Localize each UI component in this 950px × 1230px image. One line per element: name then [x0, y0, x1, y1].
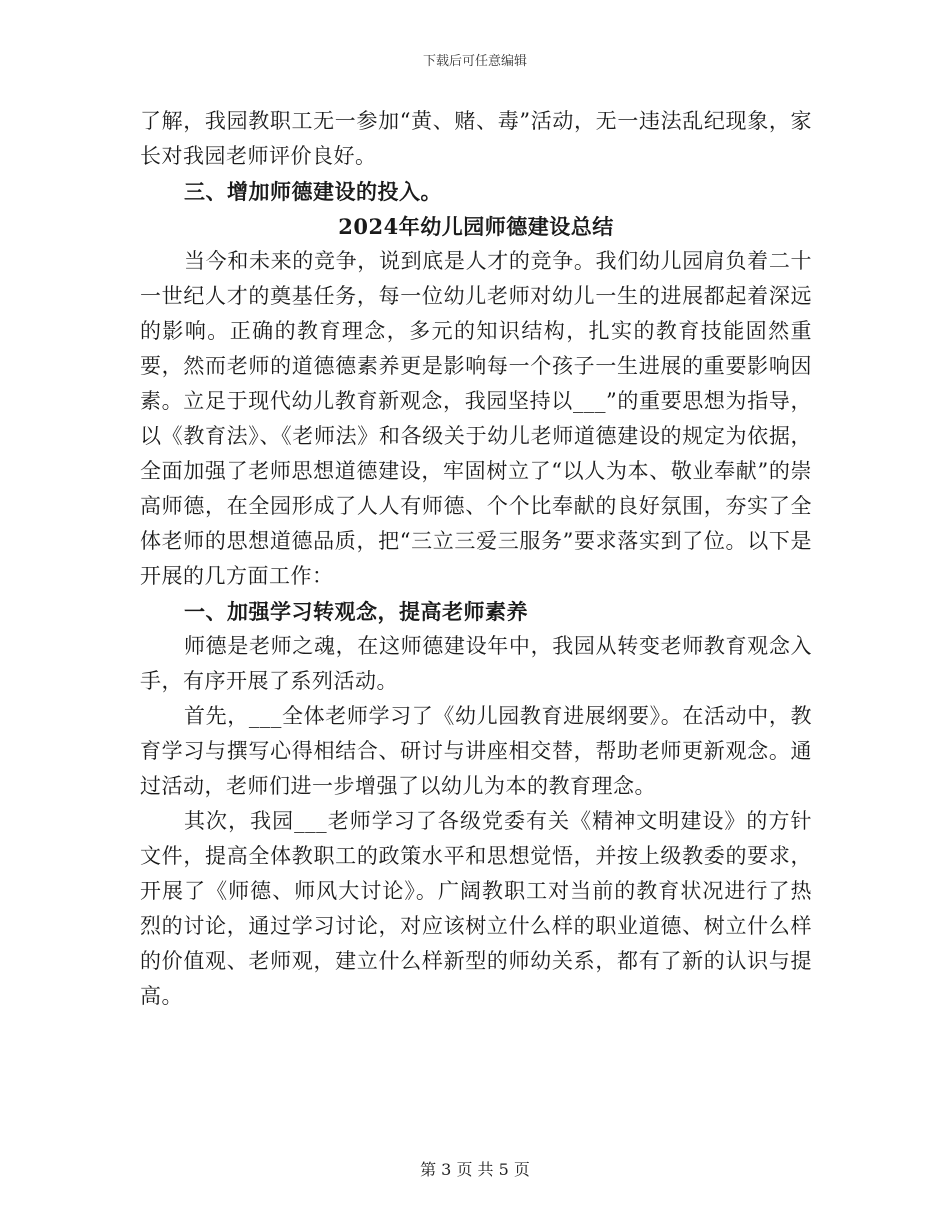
section-heading-3: 三、增加师德建设的投入。 [184, 179, 442, 204]
page-footer: 第 3 页 共 5 页 [420, 1160, 530, 1179]
section-heading-1: 一、加强学习转观念，提高老师素养 [184, 599, 528, 624]
paragraph-first: 首先，___全体老师学习了《幼儿园教育进展纲要》。在活动中，教育学习与撰写心得相结合、研讨与讲座相交替，帮助老师更新观念。通过活动，老师们进一步增强了以幼儿为本的教育理念。 [140, 704, 812, 798]
document-body [140, 104, 812, 1014]
page-header: 下载后可任意编辑 [422, 54, 527, 69]
paragraph-intro: 当今和未来的竞争，说到底是人才的竞争。我们幼儿园肩负着二十一世纪人才的奠基任务，每一位幼儿老师对幼儿一生的进展都起着深远的影响。正确的教育理念，多元的知识结构，扎实的教育技能固然重要，然而老师的道德德素养更是影响每一个孩子一生进展的重要影响因素。立足于现代幼儿教育新观念，我园坚持以___”的重要思想为指导，以《教育法》、《老师法》和各级关于幼儿老师道德建设的规定为依据，全面加强了老师思想道德建设，牢固树立了“以人为本、敬业奉献”的崇高师德，在全园形成了人人有师德、个个比奉献的良好氛围，夯实了全体老师的思想道德品质，把“三立三爱三服务”要求落实到了位。以下是开展的几方面工作： [140, 249, 812, 588]
paragraph-soul: 师德是老师之魂，在这师德建设年中，我园从转变老师教育观念入手，有序开展了系列活动。 [140, 634, 812, 693]
document-title: 2024年幼儿园师德建设总结 [338, 214, 614, 239]
paragraph-continuation: 了解，我园教职工无一参加“黄、赌、毒”活动，无一违法乱纪现象，家长对我园老师评价良好。 [140, 109, 812, 168]
paragraph-second: 其次，我园___老师学习了各级党委有关《精神文明建设》的方针文件，提高全体教职工的政策水平和思想觉悟，并按上级教委的要求，开展了《师德、师风大讨论》。广阔教职工对当前的教育状况进行了热烈的讨论，通过学习讨论，对应该树立什么样的职业道德、树立什么样的价值观、老师观，建立什么样新型的师幼关系，都有了新的认识与提高。 [140, 809, 812, 1008]
